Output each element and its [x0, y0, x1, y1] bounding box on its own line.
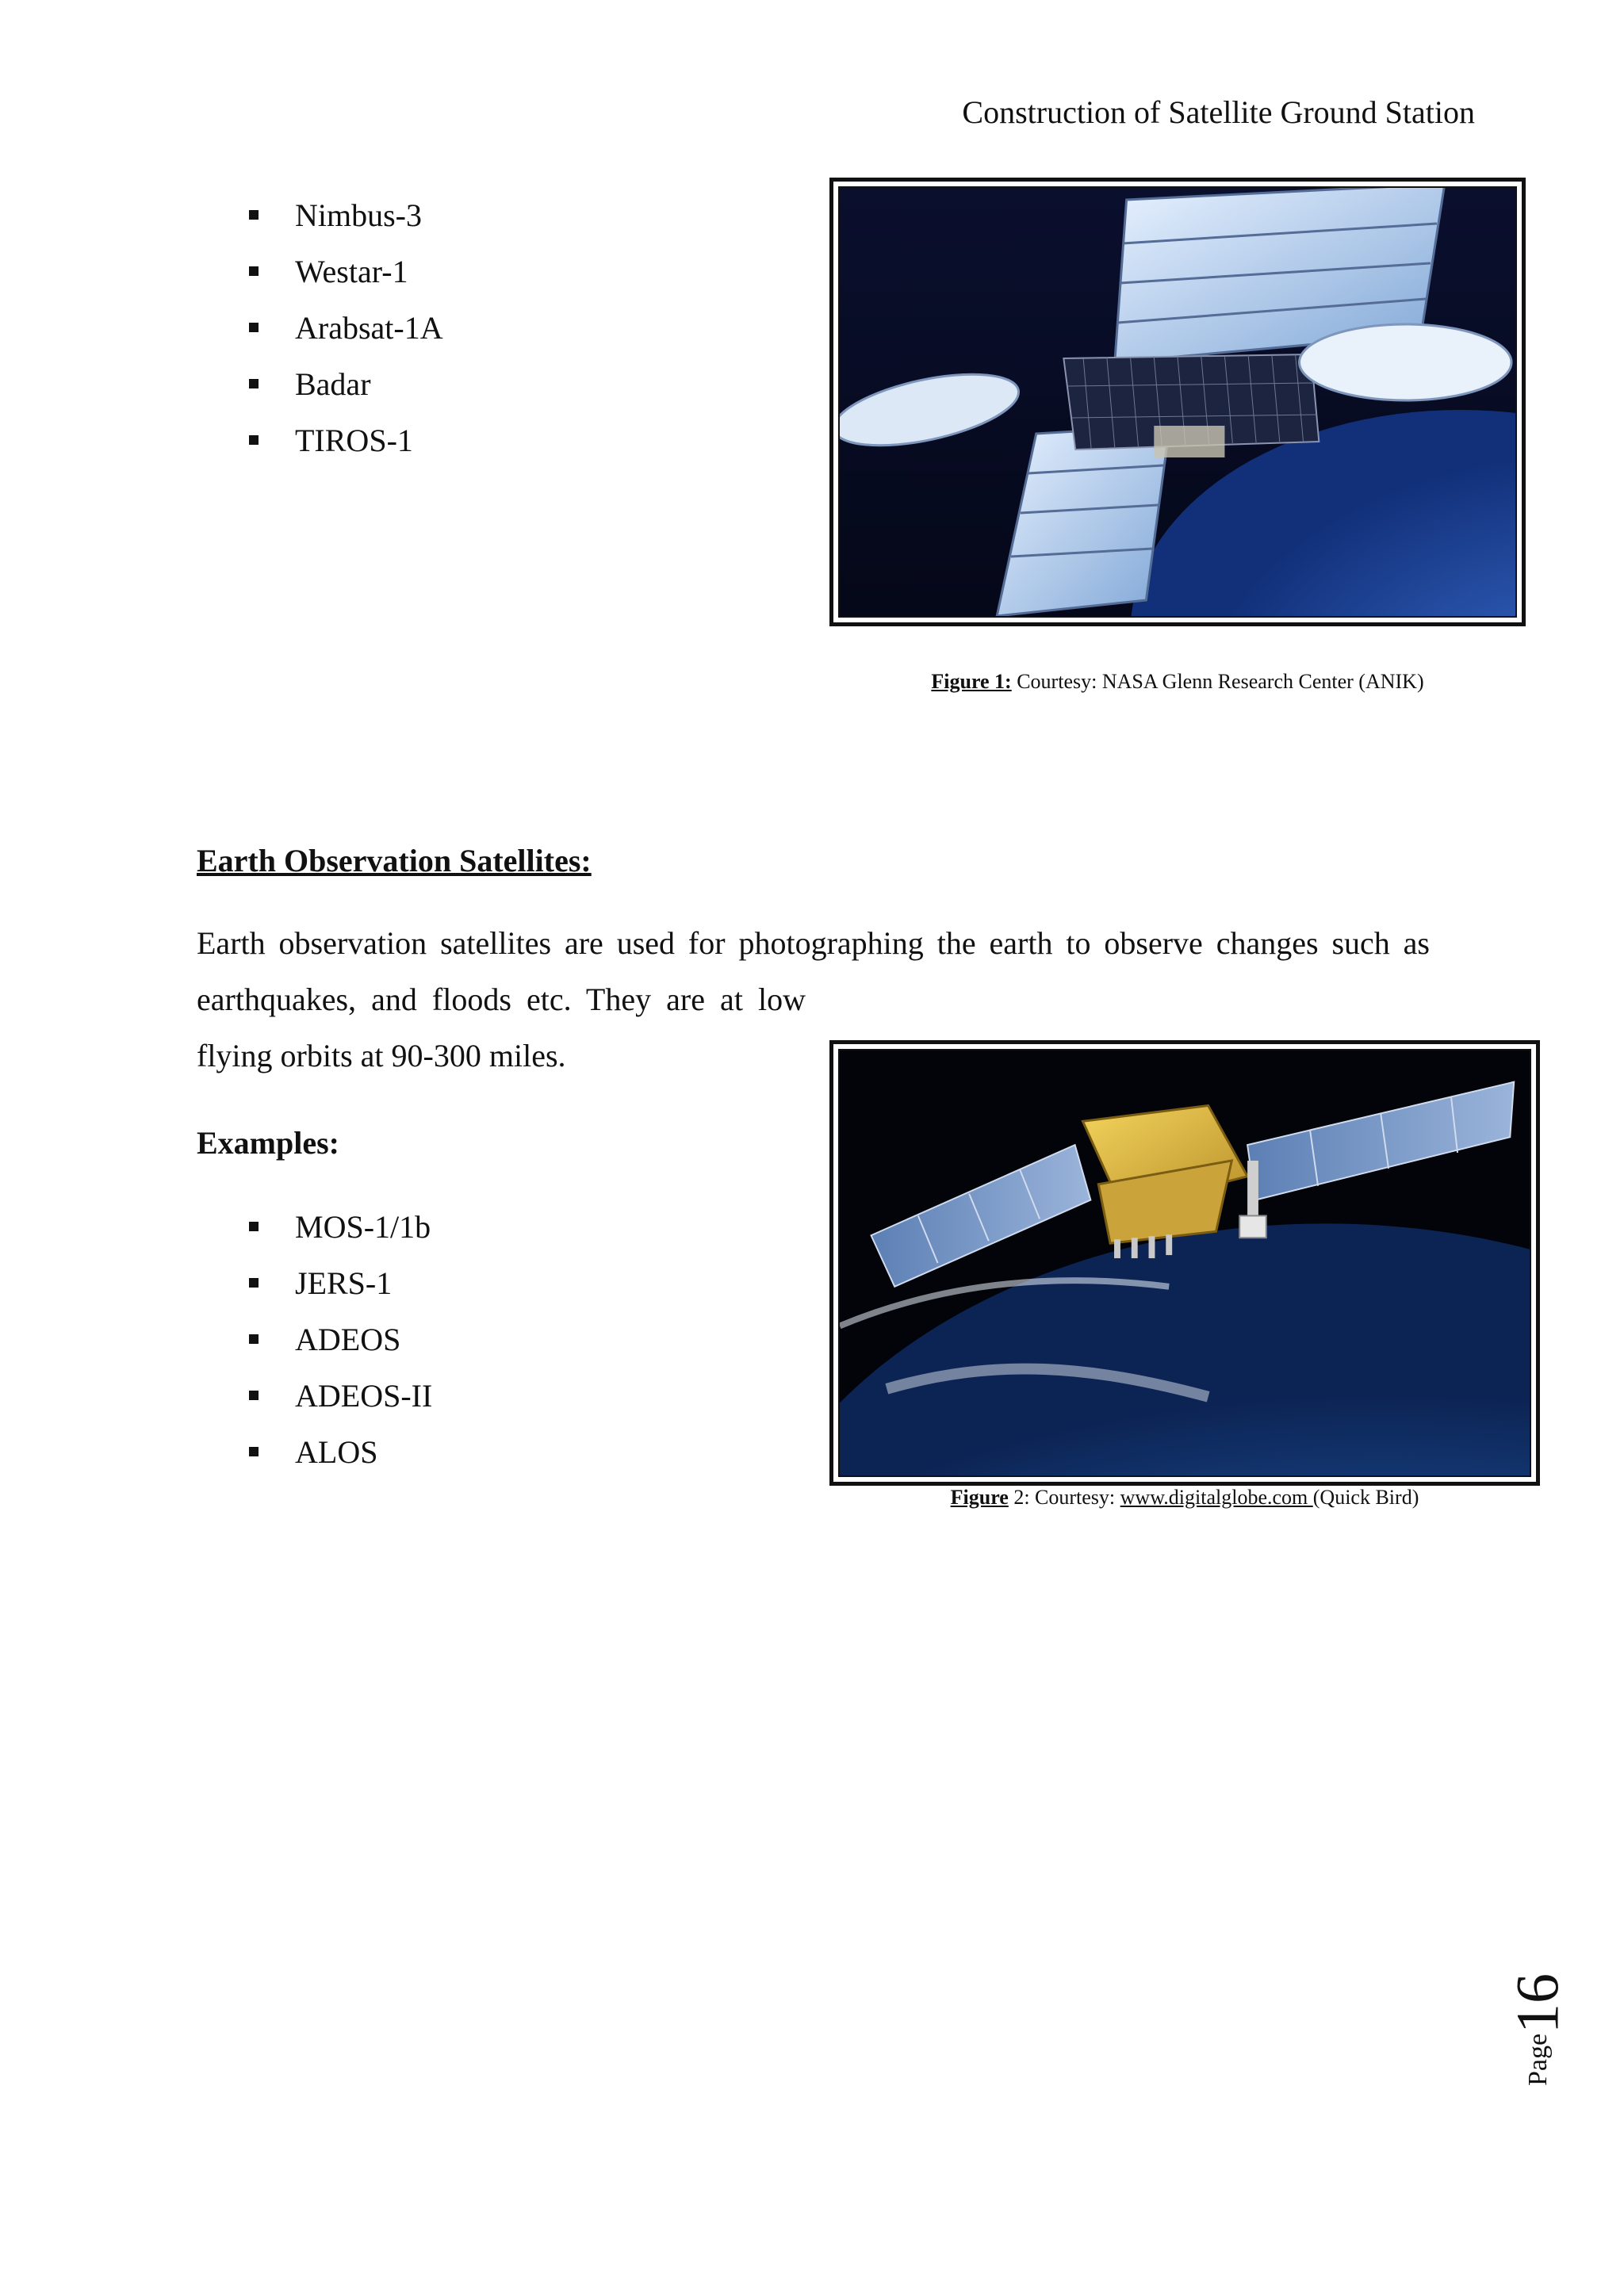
figure-1-anik-satellite	[829, 178, 1526, 626]
list-item-label: JERS-1	[295, 1265, 393, 1301]
list-item	[200, 1424, 432, 1480]
square-bullet-icon	[249, 1391, 259, 1400]
square-bullet-icon	[249, 323, 259, 332]
square-bullet-icon	[249, 1334, 259, 1344]
list-item	[200, 300, 443, 356]
figure-2-suffix: (Quick Bird)	[1312, 1486, 1419, 1509]
square-bullet-icon	[249, 379, 259, 388]
list-item-label: ADEOS-II	[295, 1378, 433, 1414]
section-heading: Earth Observation Satellites:	[197, 843, 592, 878]
paragraph-line: Earth observation satellites are used for photographing the earth to observe changes such as	[197, 925, 1430, 961]
list-item	[200, 1199, 432, 1255]
list-item-label: ALOS	[295, 1434, 378, 1470]
satellite-illustration-quickbird	[840, 1050, 1530, 1475]
figure-1-credit: Courtesy: NASA Glenn Research Center (ANIK)	[1011, 670, 1424, 693]
figure-1-label: Figure 1:	[931, 670, 1012, 693]
paragraph-line: flying orbits at 90-300 miles.	[197, 1038, 566, 1073]
page-word: Page	[1523, 2033, 1553, 2087]
square-bullet-icon	[249, 1447, 259, 1456]
page-number	[1491, 1958, 1586, 2101]
list-item	[200, 1255, 432, 1311]
list-item-label: Nimbus-3	[295, 197, 422, 233]
list-item	[200, 187, 443, 243]
figure-2-credit: : Courtesy:	[1024, 1486, 1120, 1509]
list-item-label: TIROS-1	[295, 423, 413, 458]
square-bullet-icon	[249, 1278, 259, 1288]
square-bullet-icon	[249, 266, 259, 276]
figure-2-caption	[829, 1486, 1540, 1510]
square-bullet-icon	[249, 435, 259, 445]
list-item-label: Arabsat-1A	[295, 310, 443, 346]
digitalglobe-link[interactable]: www.digitalglobe.com	[1120, 1486, 1313, 1509]
paragraph-line: earthquakes, and floods etc. They are at low	[197, 982, 806, 1017]
list-item	[200, 412, 443, 469]
satellite-illustration-anik	[840, 188, 1515, 616]
list-item	[200, 356, 443, 412]
square-bullet-icon	[249, 1222, 259, 1231]
page-number-value: 16	[1504, 1973, 1572, 2034]
examples-label: Examples:	[197, 1125, 339, 1161]
list-item	[200, 1311, 432, 1368]
list-item-label: Badar	[295, 366, 371, 402]
running-header: Construction of Satellite Ground Station	[962, 94, 1475, 130]
list-item-label: ADEOS	[295, 1322, 401, 1357]
satellite-list-communication	[200, 187, 443, 469]
square-bullet-icon	[249, 210, 259, 220]
figure-1-caption	[829, 670, 1526, 694]
figure-2-number: 2	[1008, 1486, 1025, 1509]
figure-2-label: Figure	[950, 1486, 1009, 1509]
list-item	[200, 1368, 432, 1424]
figure-2-quickbird-satellite	[829, 1040, 1540, 1486]
satellite-list-earth-observation	[200, 1199, 432, 1480]
list-item-label: Westar-1	[295, 254, 408, 289]
list-item-label: MOS-1/1b	[295, 1209, 431, 1245]
list-item	[200, 243, 443, 300]
